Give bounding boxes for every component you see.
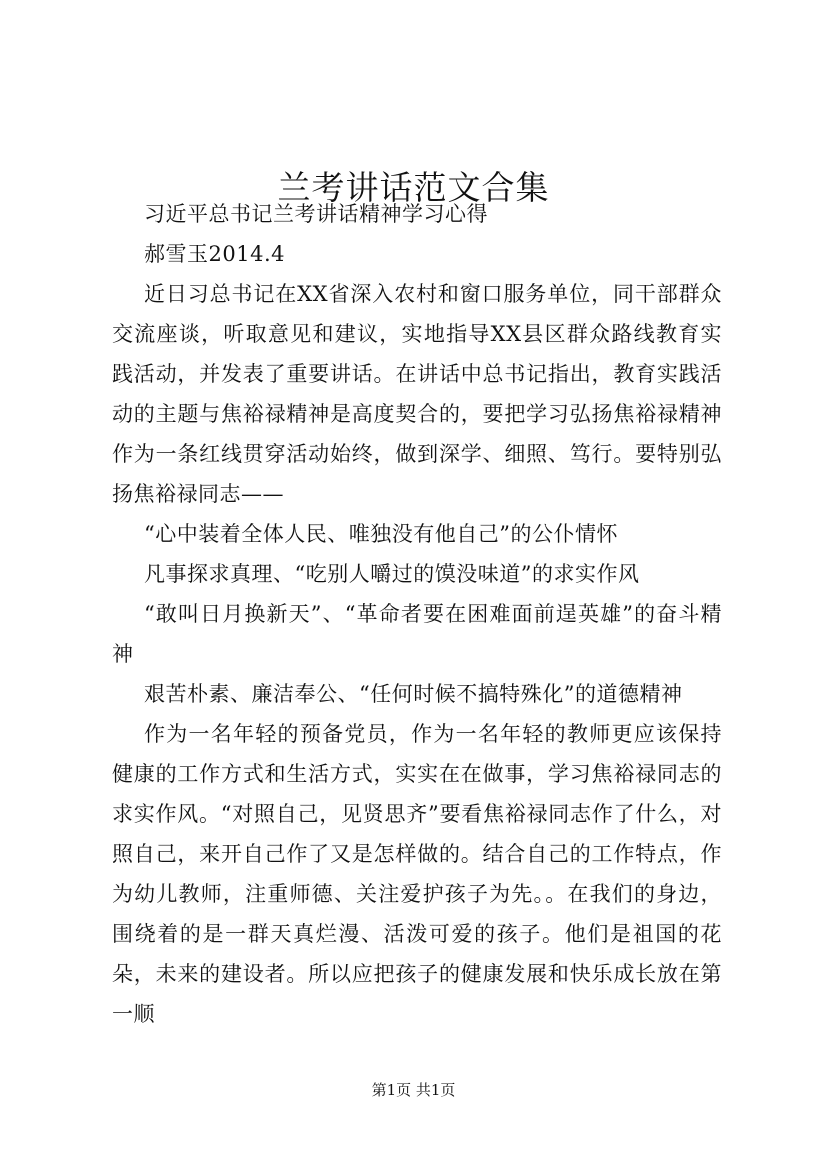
quote-paragraph: 艰苦朴素、廉洁奉公、“任何时候不搞特殊化”的道德精神 bbox=[144, 682, 683, 706]
body-paragraph: 作为一名年轻的预备党员，作为一名年轻的教师更应该保持健康的工作方式和生活方式，实实在在做事，学习焦裕禄同志的求实作风。“对照自己，见贤思齐”要看焦裕禄同志作了什么，对照自己，来开自己作了又是怎样做的。结合自己的工作特点，作为幼儿教师，注重师德、关注爱护孩子为先。。在我们的身边，围绕着的是一群天真烂漫、活泼可爱的孩子。他们是祖国的花朵，未来的建设者。所以应把孩子的健康发展和快乐成长放在第一顺 bbox=[112, 722, 722, 1026]
quote-paragraph: “心中装着全体人民、唯独没有他自己”的公仆情怀 bbox=[144, 522, 618, 546]
document-title: 兰考讲话范文合集 bbox=[277, 168, 550, 208]
document-body bbox=[112, 194, 722, 1034]
author-date-paragraph: 郝雪玉2014.4 bbox=[144, 242, 285, 266]
quote-paragraph: “敢叫日月换新天”、“革命者要在困难面前逞英雄”的奋斗精神 bbox=[112, 602, 722, 666]
page-number-footer: 第1页 共1页 bbox=[371, 1081, 456, 1099]
body-paragraph: 近日习总书记在XX省深入农村和窗口服务单位，同干部群众交流座谈，听取意见和建议，实地指导XX县区群众路线教育实践活动，并发表了重要讲话。在讲话中总书记指出，教育实践活动的主题与焦裕禄精神是高度契合的，要把学习弘扬焦裕禄精神作为一条红线贯穿活动始终，做到深学、细照、笃行。要特别弘扬焦裕禄同志—— bbox=[112, 282, 722, 506]
subtitle-paragraph: 习近平总书记兰考讲话精神学习心得 bbox=[144, 202, 488, 226]
quote-paragraph: 凡事探求真理、“吃别人嚼过的馍没味道”的求实作风 bbox=[144, 562, 640, 586]
